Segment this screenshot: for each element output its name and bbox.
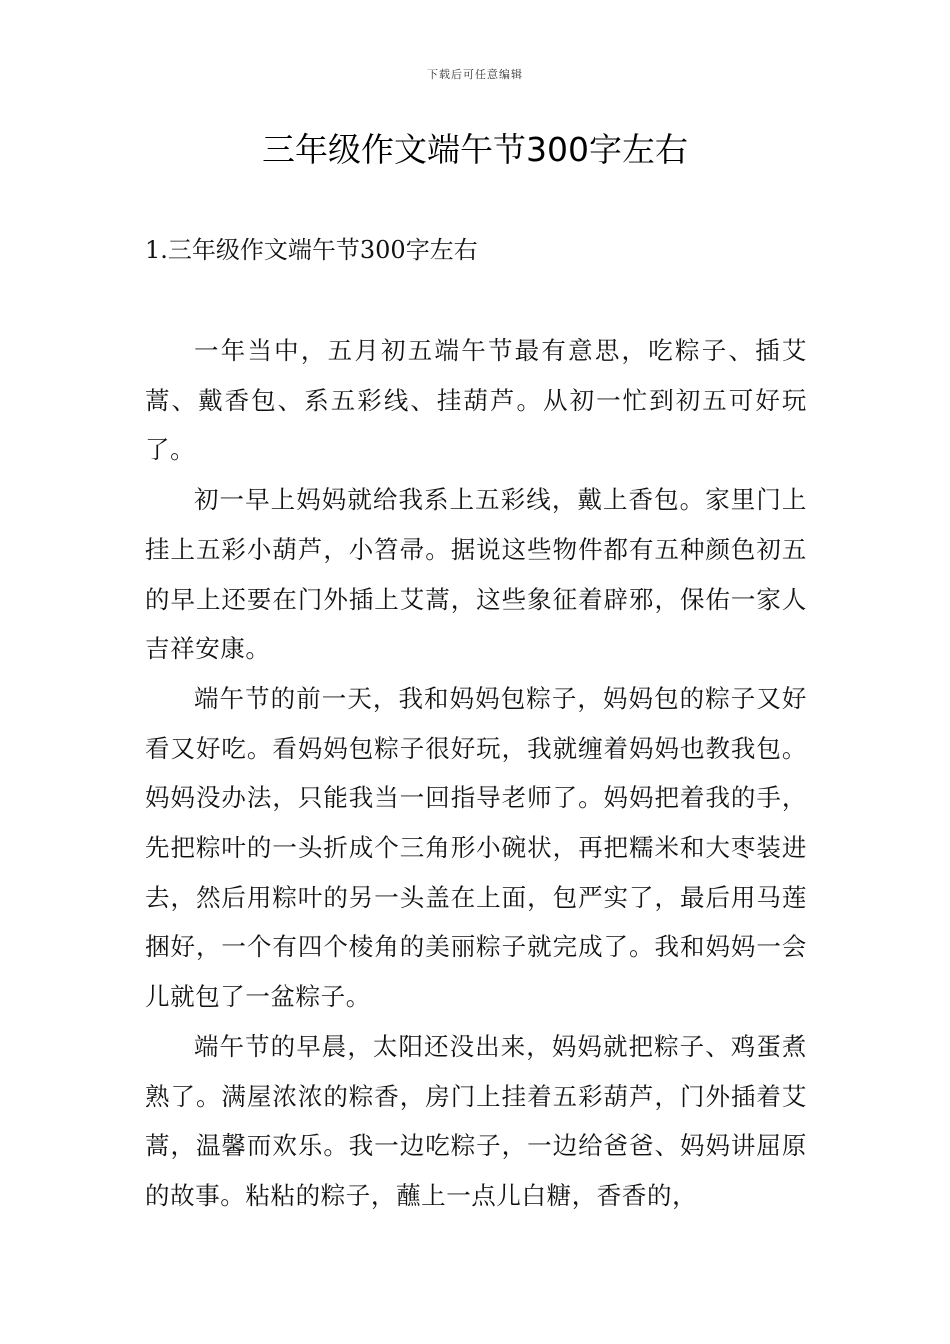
essay-paragraph: 端午节的早晨，太阳还没出来，妈妈就把粽子、鸡蛋煮熟了。满屋浓浓的粽香，房门上挂着五彩葫芦，门外插着艾蒿，温馨而欢乐。我一边吃粽子，一边给爸爸、妈妈讲屈原的故事。粘粘的粽子，蘸上一点儿白糖，香香的， (145, 1031, 807, 1210)
essay-paragraph: 一年当中，五月初五端午节最有意思，吃粽子、插艾蒿、戴香包、系五彩线、挂葫芦。从初一忙到初五可好玩了。 (145, 336, 807, 465)
essay-paragraph: 端午节的前一天，我和妈妈包粽子，妈妈包的粽子又好看又好吃。看妈妈包粽子很好玩，我就缠着妈妈也教我包。妈妈没办法，只能我当一回指导老师了。妈妈把着我的手，先把粽叶的一头折成个三角形小碗状，再把糯米和大枣装进去，然后用粽叶的另一头盖在上面，包严实了，最后用马莲捆好，一个有四个棱角的美丽粽子就完成了。我和妈妈一会儿就包了一盆粽子。 (145, 683, 807, 1012)
section-heading: 1.三年级作文端午节300字左右 (145, 236, 478, 264)
essay-paragraph: 初一早上妈妈就给我系上五彩线，戴上香包。家里门上挂上五彩小葫芦，小笤帚。据说这些物件都有五种颜色初五的早上还要在门外插上艾蒿，这些象征着辟邪，保佑一家人吉祥安康。 (145, 485, 807, 664)
header-note: 下载后可任意编辑 (427, 68, 523, 81)
essay-body (145, 326, 807, 1221)
document-title: 三年级作文端午节300字左右 (262, 130, 688, 169)
